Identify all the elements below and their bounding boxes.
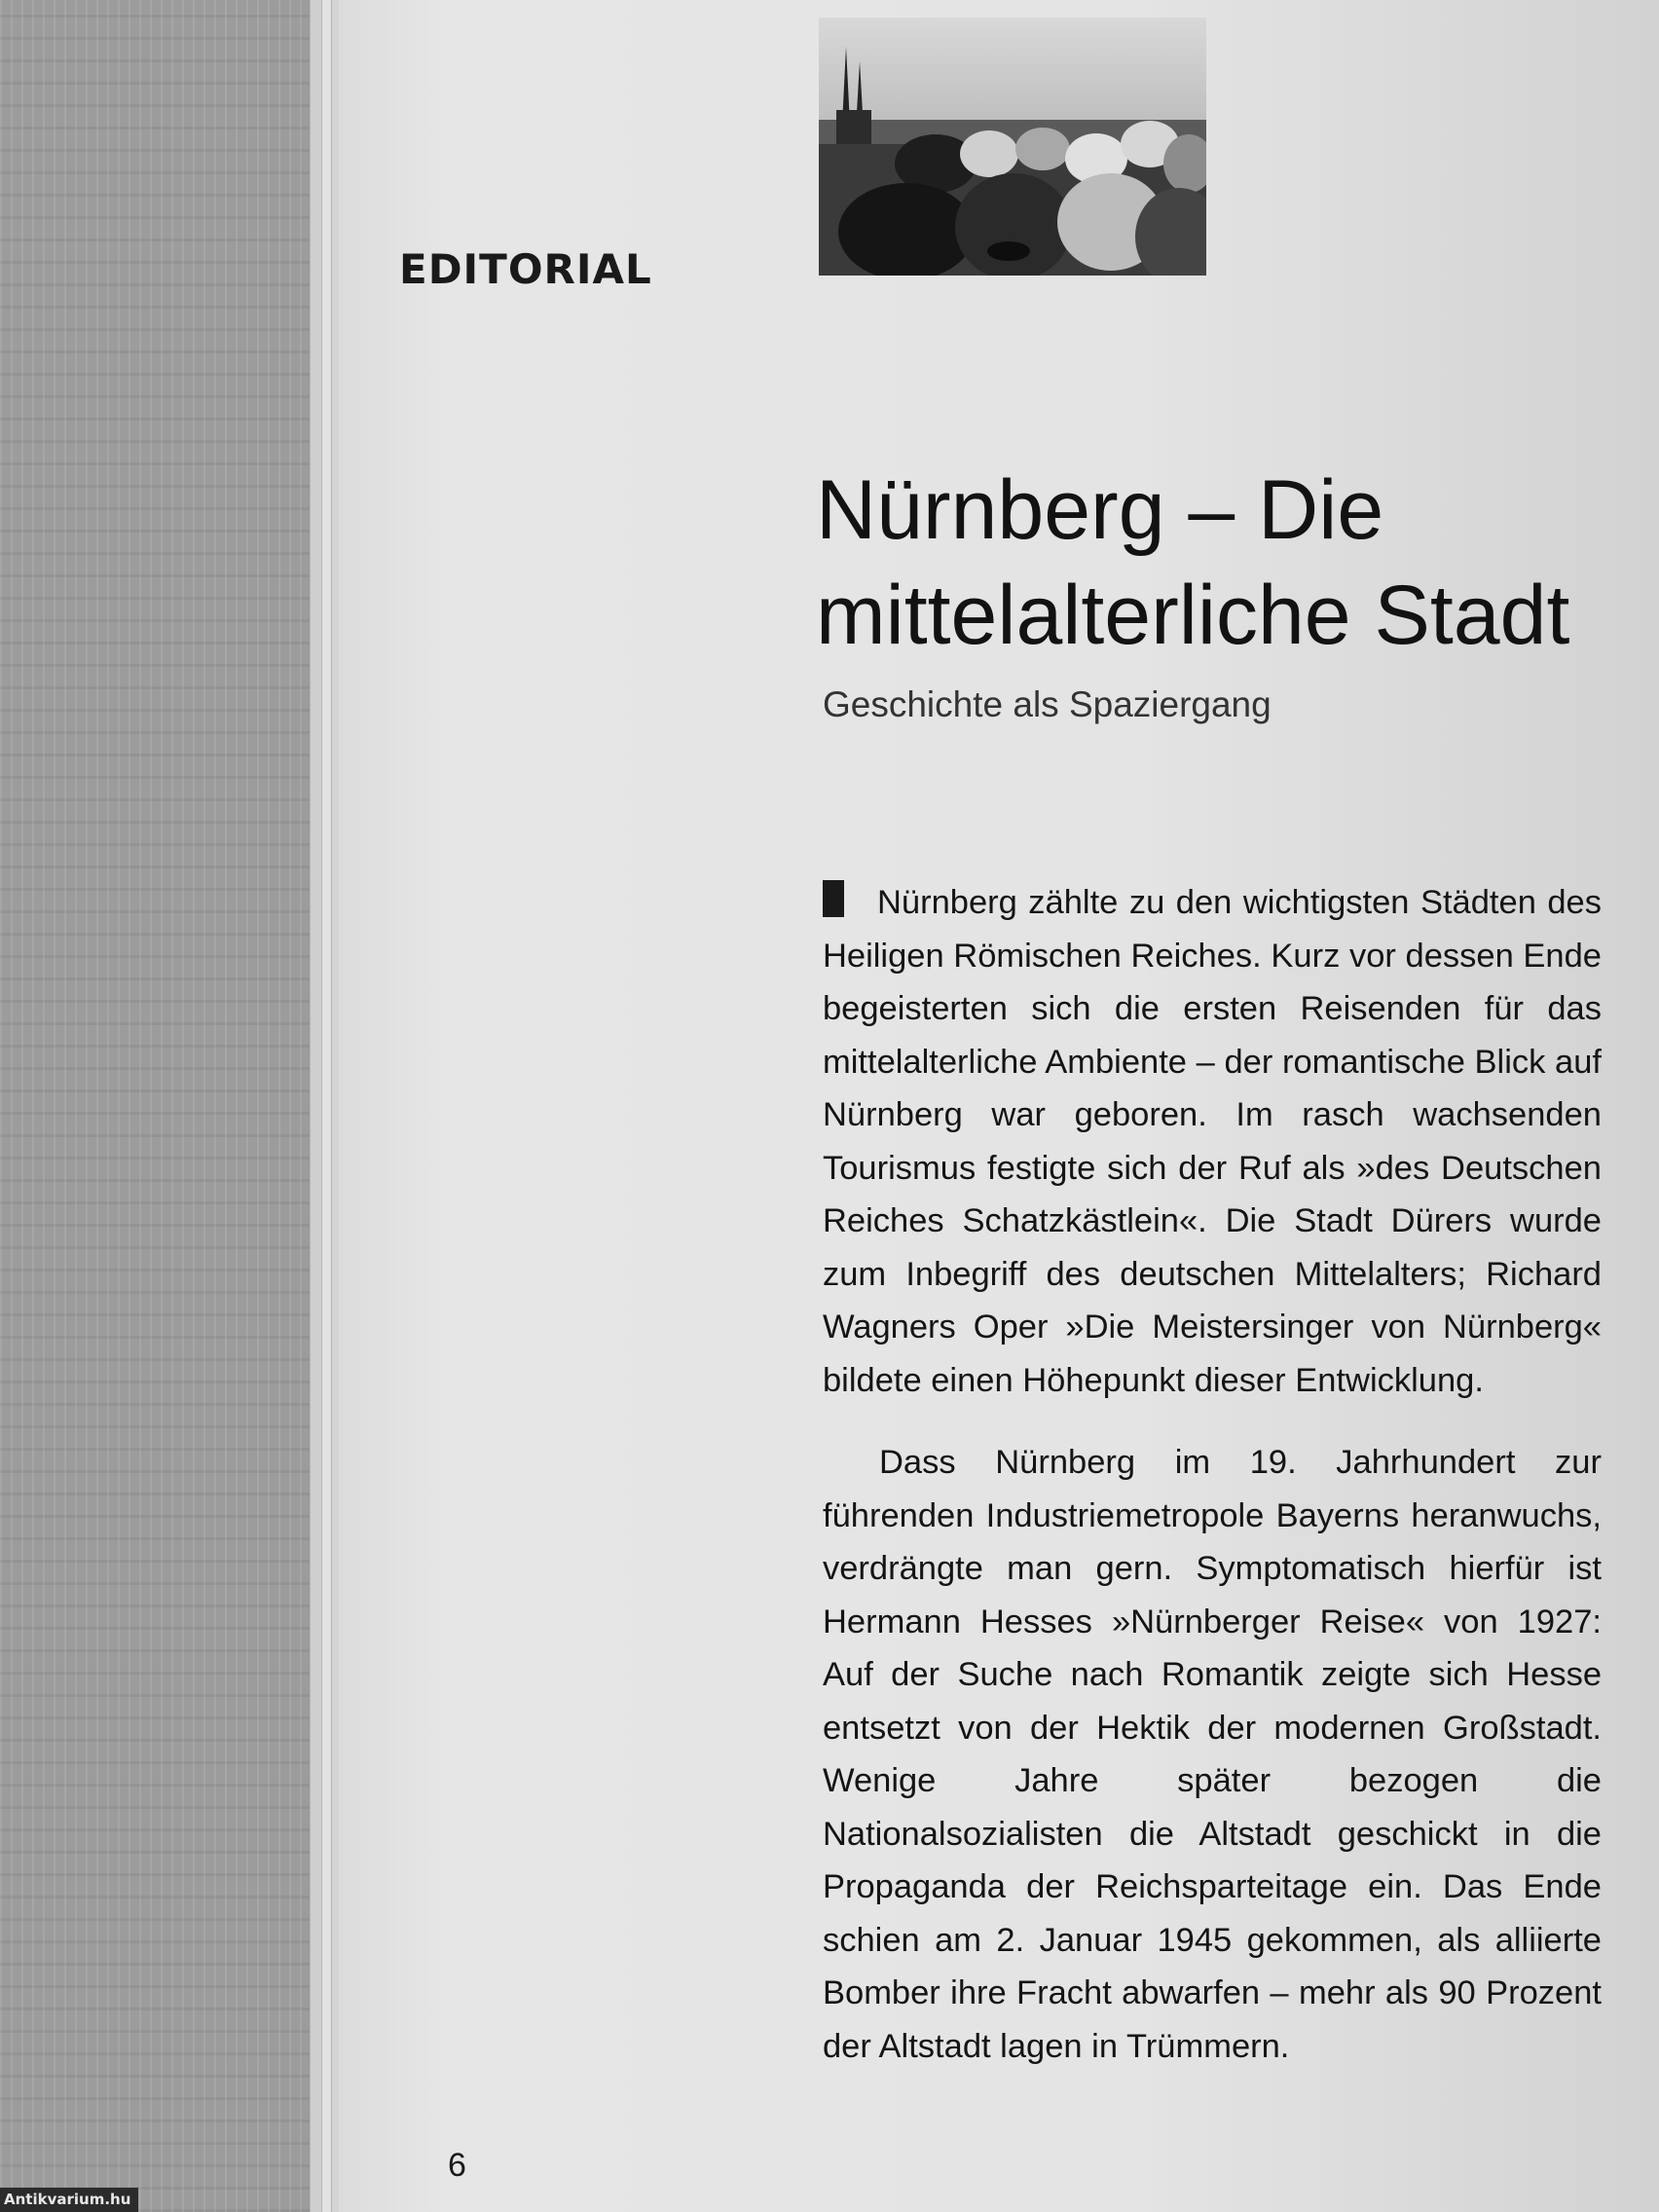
subtitle: Geschichte als Spaziergang: [823, 684, 1272, 724]
page-number: 6: [448, 2147, 466, 2184]
article-body: [823, 876, 1602, 2073]
square-bullet-icon: [823, 880, 844, 917]
paragraph-2: Dass Nürnberg im 19. Jahrhundert zur führenden Industriemetropole Bayerns heranwuchs, verdrängte man gern. Symptomatisch hierfür ist Hermann Hesses »Nürnberger Reise« von 1927: Auf der Suche nach Romantik zeigte sich Hesse entsetzt von der Hektik der modernen Großstadt. Wenige Jahre später bezogen die Nationalsozialisten die Altstadt geschickt in die Propaganda der Reichsparteitage ein. Das Ende schien am 2. Januar 1945 gekommen, als alliierte Bomber ihre Fracht abwarfen – mehr als 90 Prozent der Altstadt lagen in Trümmern.: [823, 1444, 1602, 2065]
table-surface: [0, 0, 350, 2212]
headline-line-2: mittelalterliche Stadt: [816, 569, 1570, 662]
city-crowd-photo: [819, 18, 1206, 276]
header-photo: [819, 18, 1206, 276]
section-label: EDITORIAL: [399, 245, 652, 293]
headline: [816, 458, 1634, 668]
paragraph-1-text: Nürnberg zählte zu den wichtigsten Städten des Heiligen Römischen Reiches. Kurz vor dessen Ende begeisterten sich die ersten Reisenden für das mittelalterliche Ambiente – der romantische Blick auf Nürnberg war geboren. Im rasch wachsenden Tourismus festigte sich der Ruf als »des Deutschen Reiches Schatzkästlein«. Die Stadt Dürers wurde zum Inbegriff des deutschen Mittelalters; Richard Wagners Oper »Die Meistersinger von Nürnberg« bildete einen Höhepunkt dieser Entwicklung.: [823, 884, 1602, 1399]
watermark: Antikvarium.hu: [0, 2188, 138, 2212]
paragraph-1: [823, 876, 1602, 1407]
magazine-page: [339, 0, 1659, 2212]
headline-line-1: Nürnberg – Die: [816, 463, 1384, 557]
